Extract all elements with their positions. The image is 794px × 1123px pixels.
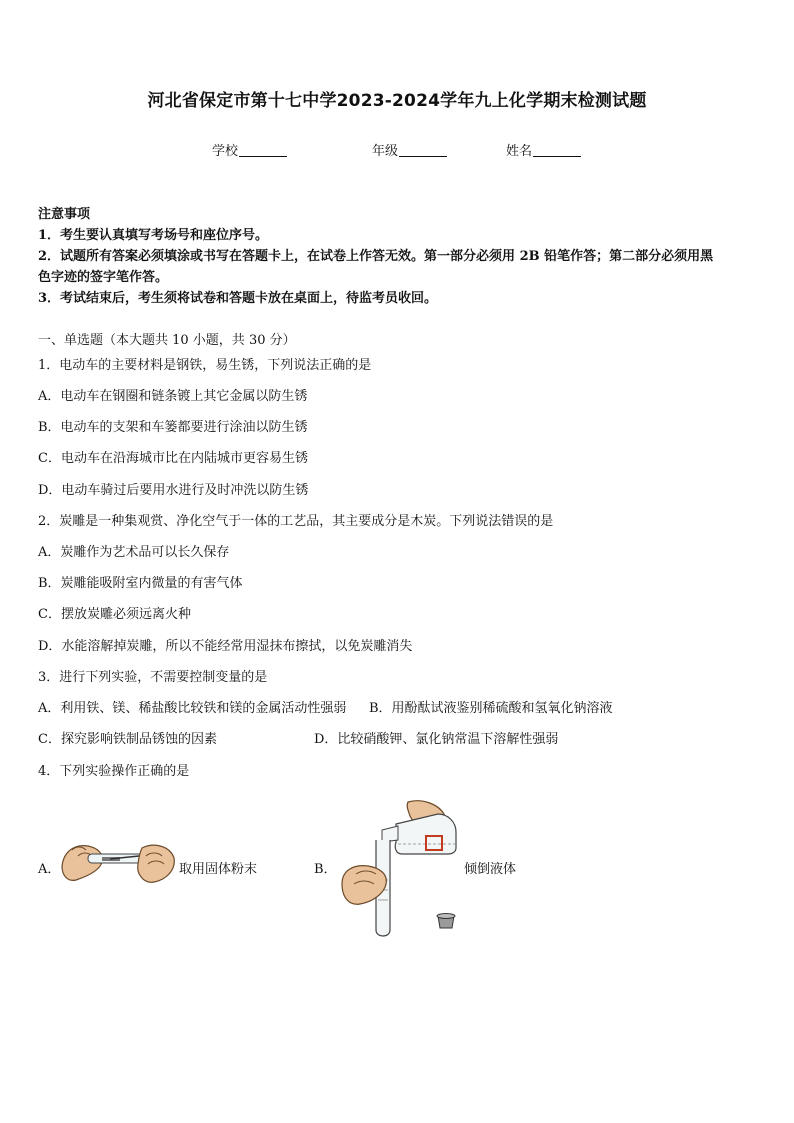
option-b-letter[interactable]: B． bbox=[314, 862, 337, 877]
note-item: 2．试题所有答案必须填涂或书写在答题卡上，在试卷上作答无效。第一部分必须用 2B 铅笔作答；第二部分必须用黑 bbox=[38, 249, 714, 264]
option-d[interactable]: D．比较硝酸钾、氯化钠常温下溶解性强弱 bbox=[314, 732, 559, 747]
notes-heading: 注意事项 bbox=[38, 207, 91, 222]
option-d[interactable]: D．水能溶解掉炭雕，所以不能经常用湿抹布擦拭，以免炭雕消失 bbox=[38, 639, 413, 654]
option-b[interactable]: B．电动车的支架和车篓都要进行涂油以防生锈 bbox=[38, 420, 308, 435]
option-a[interactable]: A．炭雕作为艺术品可以长久保存 bbox=[38, 545, 230, 560]
question-stem: 2．炭雕是一种集观赏、净化空气于一体的工艺品，其主要成分是木炭。下列说法错误的是 bbox=[38, 514, 554, 529]
pour-liquid-figure bbox=[338, 800, 468, 940]
grade-label: 年级 bbox=[372, 144, 399, 159]
question-stem: 1．电动车的主要材料是钢铁，易生锈，下列说法正确的是 bbox=[38, 358, 372, 373]
question-stem: 3．进行下列实验，不需要控制变量的是 bbox=[38, 670, 268, 685]
school-field bbox=[212, 140, 287, 159]
name-field bbox=[506, 140, 581, 159]
grade-blank[interactable] bbox=[399, 144, 447, 157]
option-b[interactable]: B．炭雕能吸附室内微量的有害气体 bbox=[38, 576, 243, 591]
note-item: 色字迹的签字笔作答。 bbox=[38, 270, 169, 285]
option-c[interactable]: C．探究影响铁制品锈蚀的因素 bbox=[38, 732, 217, 747]
option-c[interactable]: C．电动车在沿海城市比在内陆城市更容易生锈 bbox=[38, 451, 308, 466]
name-blank[interactable] bbox=[533, 144, 581, 157]
option-c[interactable]: C．摆放炭雕必须远离火种 bbox=[38, 607, 191, 622]
option-a[interactable]: A．利用铁、镁、稀盐酸比较铁和镁的金属活动性强弱 bbox=[38, 701, 347, 716]
solid-powder-figure bbox=[58, 836, 178, 892]
section-heading: 一、单选题（本大题共 10 小题，共 30 分） bbox=[38, 333, 296, 348]
option-a-letter[interactable]: A． bbox=[38, 862, 61, 877]
grade-field bbox=[372, 140, 447, 159]
option-b[interactable]: B．用酚酞试液鉴别稀硫酸和氢氧化钠溶液 bbox=[369, 701, 613, 716]
option-a-caption: 取用固体粉末 bbox=[179, 862, 258, 877]
note-item: 3．考试结束后，考生须将试卷和答题卡放在桌面上，待监考员收回。 bbox=[38, 291, 438, 306]
name-label: 姓名 bbox=[506, 144, 533, 159]
option-b-caption: 倾倒液体 bbox=[464, 862, 517, 877]
note-item: 1．考生要认真填写考场号和座位序号。 bbox=[38, 228, 269, 243]
option-a[interactable]: A．电动车在钢圈和链条镀上其它金属以防生锈 bbox=[38, 389, 308, 404]
question-stem: 4．下列实验操作正确的是 bbox=[38, 764, 190, 779]
option-d[interactable]: D．电动车骑过后要用水进行及时冲洗以防生锈 bbox=[38, 483, 309, 498]
school-blank[interactable] bbox=[239, 144, 287, 157]
exam-title: 河北省保定市第十七中学2023-2024学年九上化学期末检测试题 bbox=[147, 91, 647, 111]
school-label: 学校 bbox=[212, 144, 239, 159]
